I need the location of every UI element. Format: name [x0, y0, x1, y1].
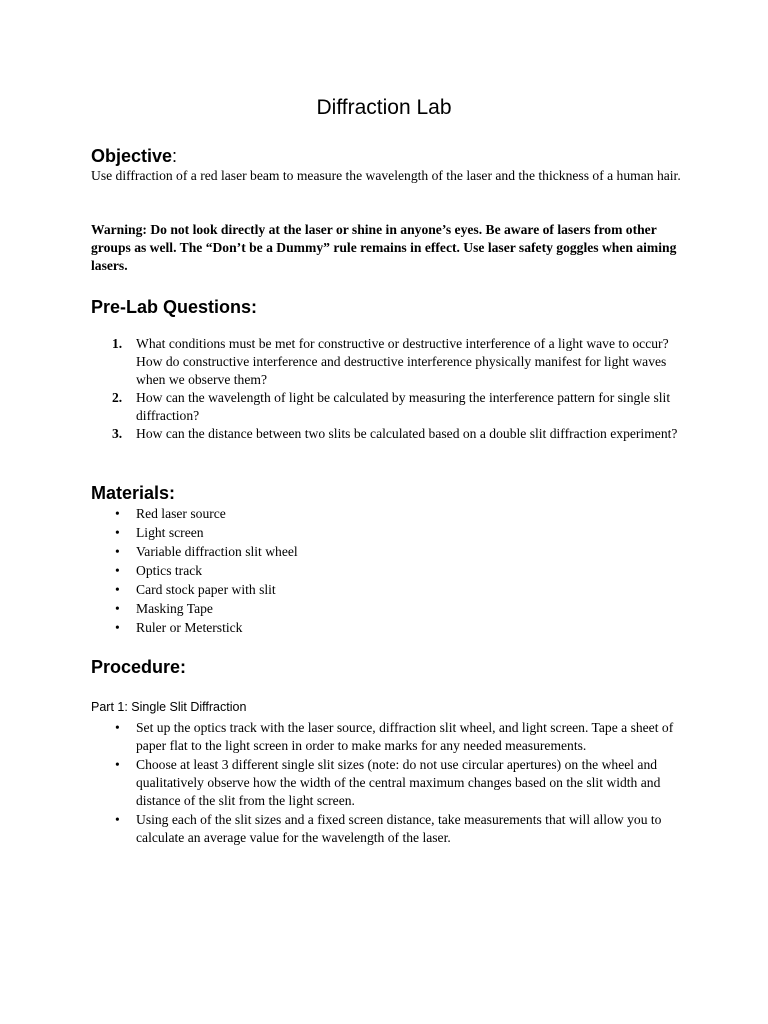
warning-paragraph: [91, 221, 681, 275]
material-text: Light screen: [136, 525, 204, 540]
list-item: [91, 542, 681, 561]
material-text: Optics track: [136, 563, 203, 578]
list-item: [91, 599, 681, 618]
bullet-icon: •: [115, 812, 120, 827]
question-text: How can the distance between two slits be calculated based on a double slit diffraction experiment?: [136, 426, 678, 441]
materials-list: [91, 504, 681, 637]
question-number: 3.: [112, 426, 123, 441]
materials-heading: Materials:: [91, 483, 176, 503]
material-text: Red laser source: [136, 506, 226, 521]
list-item: [91, 719, 681, 755]
bullet-icon: •: [115, 582, 120, 597]
warning-label: Warning:: [91, 222, 147, 237]
bullet-icon: •: [115, 525, 120, 540]
list-item: [91, 523, 681, 542]
bullet-icon: •: [115, 563, 120, 578]
bullet-icon: •: [115, 720, 120, 735]
bullet-icon: •: [115, 757, 120, 772]
question-number: 2.: [112, 390, 123, 405]
material-text: Masking Tape: [136, 601, 213, 616]
procedure-list: [91, 719, 681, 847]
list-item: [91, 504, 681, 523]
list-item: [91, 425, 681, 443]
page-title: Diffraction Lab: [316, 96, 452, 119]
objective-colon: :: [172, 146, 178, 166]
list-item: [91, 580, 681, 599]
material-text: Variable diffraction slit wheel: [136, 544, 298, 559]
material-text: Card stock paper with slit: [136, 582, 276, 597]
procedure-step-text: Choose at least 3 different single slit sizes (note: do not use circular apertures) on the wheel and qualitatively observe how the width of the central maximum changes based on the slit width and distance of the slit from the light screen.: [136, 757, 661, 808]
bullet-icon: •: [115, 620, 120, 635]
objective-heading: [91, 145, 177, 167]
question-number: 1.: [112, 336, 123, 351]
question-text: How can the wavelength of light be calculated by measuring the interference pattern for single slit diffraction?: [136, 390, 671, 423]
prelab-heading: Pre-Lab Questions:: [91, 297, 258, 317]
prelab-questions-list: [91, 335, 681, 443]
objective-heading-text: Objective: [91, 146, 173, 166]
list-item: [91, 561, 681, 580]
procedure-heading: Procedure:: [91, 657, 187, 677]
list-item: [91, 335, 681, 389]
procedure-step-text: Set up the optics track with the laser source, diffraction slit wheel, and light screen. Tape a sheet of paper flat to the light screen in order to make marks for any needed measurements.: [136, 720, 674, 753]
list-item: [91, 756, 681, 810]
warning-text: Do not look directly at the laser or shine in anyone’s eyes. Be aware of lasers from other groups as well. The “Don’t be a Dummy” rule remains in effect. Use laser safety goggles when aiming lasers.: [91, 222, 677, 273]
list-item: [91, 811, 681, 847]
list-item: [91, 618, 681, 637]
material-text: Ruler or Meterstick: [136, 620, 243, 635]
part1-title: Part 1: Single Slit Diffraction: [91, 700, 247, 714]
objective-text: Use diffraction of a red laser beam to measure the wavelength of the laser and the thickness of a human hair.: [91, 168, 681, 183]
bullet-icon: •: [115, 506, 120, 521]
bullet-icon: •: [115, 544, 120, 559]
procedure-step-text: Using each of the slit sizes and a fixed screen distance, take measurements that will allow you to calculate an average value for the wavelength of the laser.: [136, 812, 662, 845]
list-item: [91, 389, 681, 425]
question-text: What conditions must be met for constructive or destructive interference of a light wave to occur? How do constructive interference and destructive interference physically manifest for light waves when we observe them?: [136, 336, 669, 387]
bullet-icon: •: [115, 601, 120, 616]
